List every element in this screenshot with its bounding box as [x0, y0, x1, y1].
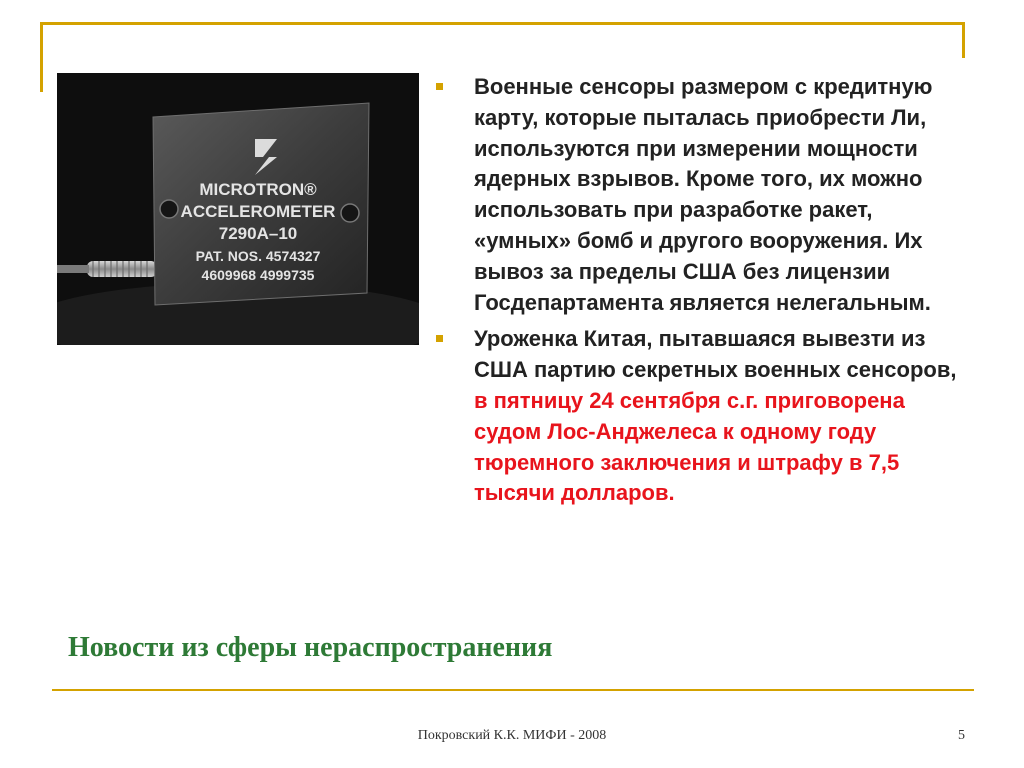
bullet-marker-icon	[436, 335, 443, 342]
bullet-marker-icon	[436, 83, 443, 90]
title-underline	[52, 689, 974, 691]
bullet-text-with-highlight	[474, 324, 974, 509]
photo-brand: MICROTRON®	[199, 180, 317, 199]
bullet-text: Военные сенсоры размером с кредитную карту, которые пыталась приобрести Ли, используются при измерении мощности ядерных взрывов. Кроме того, их можно использовать при разработке ракет, «умных» бомб и другого вооружения. Их вывоз за пределы США без лицензии Госдепартамента является нелегальным.	[474, 74, 933, 315]
page-number: 5	[958, 728, 965, 743]
accelerometer-photo	[57, 73, 419, 345]
slide-title: Новости из сферы нераспространения	[68, 632, 553, 663]
footer-author: Покровский К.К. МИФИ - 2008	[417, 728, 607, 743]
bullet-text: Уроженка Китая, пытавшаяся вывезти из США партию секретных военных сенсоров,	[474, 326, 957, 383]
bullet-list	[430, 72, 990, 515]
frame-right-line	[962, 22, 965, 58]
highlighted-text: в пятницу 24 сентября с.г. приговорена судом Лос-Анджелеса к одному году тюремного заключения и штрафу в 7,5 тысячи долларов.	[474, 387, 905, 506]
photo-patent-numbers: 4609968 4999735	[201, 267, 315, 283]
bullet-item-sentence	[430, 324, 990, 509]
photo-model: 7290A–10	[218, 224, 298, 243]
photo-patent: PAT. NOS. 4574327	[195, 248, 321, 264]
frame-left-line	[40, 22, 43, 92]
frame-top-line	[40, 22, 965, 25]
bullet-item-sensors	[430, 72, 990, 318]
accelerometer-illustration	[57, 73, 419, 345]
photo-product: ACCELEROMETER	[180, 202, 336, 221]
